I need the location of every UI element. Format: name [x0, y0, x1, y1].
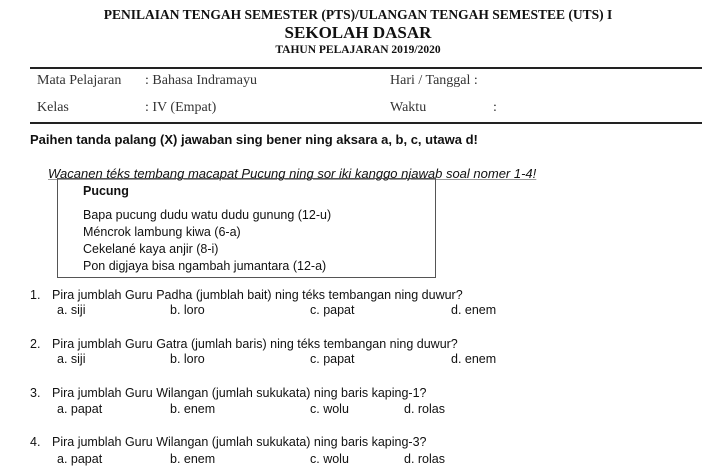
time-colon: : [493, 100, 497, 115]
option-d[interactable]: d. rolas [404, 452, 445, 466]
exam-title: PENILAIAN TENGAH SEMESTER (PTS)/ULANGAN TENGAH SEMESTEE (UTS) I [103, 7, 613, 22]
question-text: Pira jumblah Guru Gatra (jumlah baris) ning téks tembangan ning duwur? [52, 337, 458, 351]
option-a[interactable]: a. siji [57, 352, 86, 366]
time-label: Waktu [390, 100, 427, 115]
poem-title: Pucung [83, 184, 129, 198]
poem-line: Méncrok lambung kiwa (6-a) [83, 225, 241, 239]
reading-prompt: Wacanen téks tembang macapat Pucung ning sor iki kanggo njawab soal nomer 1-4! [48, 166, 537, 181]
option-c[interactable]: c. wolu [310, 452, 349, 466]
question-text: Pira jumblah Guru Padha (jumblah bait) ning téks tembangan ning duwur? [52, 288, 463, 302]
poem-line: Bapa pucung dudu watu dudu gunung (12-u) [83, 208, 332, 222]
question-text: Pira jumblah Guru Wilangan (jumlah sukukata) ning baris kaping-1? [52, 386, 427, 400]
poem-box [57, 178, 436, 278]
class-label: Kelas [37, 100, 69, 115]
option-a[interactable]: a. papat [57, 452, 103, 466]
question-number: 3. [30, 386, 41, 400]
class-value: : IV (Empat) [145, 100, 217, 115]
subject-value: : Bahasa Indramayu [145, 73, 257, 88]
option-b[interactable]: b. enem [170, 452, 216, 466]
option-b[interactable]: b. loro [170, 352, 205, 366]
divider-bottom [30, 122, 702, 124]
question-text: Pira jumblah Guru Wilangan (jumlah sukukata) ning baris kaping-3? [52, 435, 427, 449]
school-level: SEKOLAH DASAR [284, 23, 432, 42]
poem-line: Cekelané kaya anjir (8-i) [83, 242, 219, 256]
option-c[interactable]: c. papat [310, 303, 355, 317]
option-a[interactable]: a. papat [57, 402, 103, 416]
option-b[interactable]: b. loro [170, 303, 205, 317]
option-c[interactable]: c. papat [310, 352, 355, 366]
question-number: 1. [30, 288, 41, 302]
poem-line: Pon digjaya bisa ngambah jumantara (12-a) [83, 259, 327, 273]
option-d[interactable]: d. rolas [404, 402, 445, 416]
option-a[interactable]: a. siji [57, 303, 86, 317]
question-number: 4. [30, 435, 41, 449]
academic-year: TAHUN PELAJARAN 2019/2020 [275, 44, 441, 56]
subject-label: Mata Pelajaran [37, 73, 122, 88]
day-label: Hari / Tanggal : [390, 73, 478, 88]
instruction: Paihen tanda palang (X) jawaban sing bener ning aksara a, b, c, utawa d! [30, 132, 478, 147]
question-number: 2. [30, 337, 41, 351]
option-d[interactable]: d. enem [451, 352, 497, 366]
option-d[interactable]: d. enem [451, 303, 497, 317]
divider-top [30, 67, 702, 69]
option-c[interactable]: c. wolu [310, 402, 349, 416]
option-b[interactable]: b. enem [170, 402, 216, 416]
